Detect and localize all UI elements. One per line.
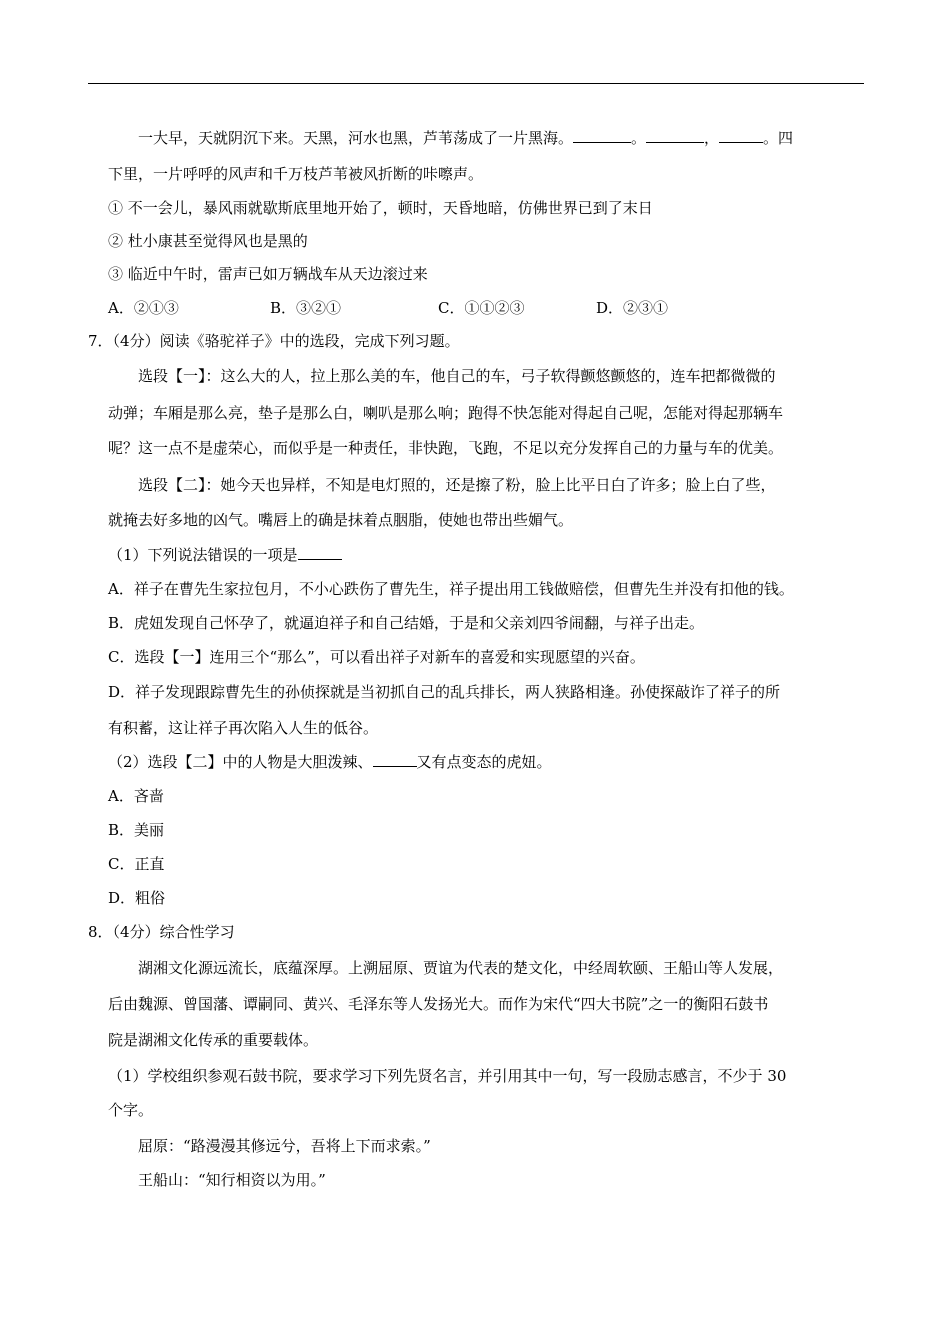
q7-sub1-option-b[interactable]: B．虎妞发现自己怀孕了，就逼迫祥子和自己结婚，于是和父亲刘四爷闹翻，与祥子出走。: [108, 614, 705, 632]
q8-paragraph-line-1: 湖湘文化源远流长，底蕴深厚。上溯屈原、贾谊为代表的楚文化，中经周软颐、王船山等人发展，: [138, 959, 784, 977]
q7-sub1-option-c[interactable]: C．选段【一】连用三个“那么”，可以看出祥子对新车的喜爱和实现愿望的兴奋。: [108, 648, 645, 666]
q8-paragraph-line-2: 后由魏源、曾国藩、谭嗣同、黄兴、毛泽东等人发扬光大。而作为宋代“四大书院”之一的衡阳石鼓书: [108, 995, 769, 1013]
q7-sub2-blank[interactable]: [373, 752, 417, 767]
q7-sub1-option-a[interactable]: A．祥子在曹先生家拉包月，不小心跌伤了曹先生，祥子提出用工钱做赔偿，但曹先生并没有扣他的钱。: [108, 580, 794, 598]
q8-title: 8．（4分）综合性学习: [88, 923, 235, 941]
q6-option-a[interactable]: A．②①③: [108, 299, 179, 317]
q7-sub2-stem-a: （2）选段【二】中的人物是大胆泼辣、: [108, 753, 373, 771]
q7-sub2-option-d[interactable]: D．粗俗: [108, 889, 166, 907]
q8-sub1-line-2: 个字。: [108, 1101, 154, 1119]
blank-2[interactable]: [646, 128, 704, 143]
q7-selection1-line-3: 呢？这一点不是虚荣心，而似乎是一种责任，非快跑，飞跑，不足以充分发挥自己的力量与车的优美。: [108, 439, 784, 457]
q6-option-b[interactable]: B．③②①: [270, 299, 342, 317]
q8-sub1-line-1: （1）学校组织参观石鼓书院，要求学习下列先贤名言，并引用其中一句，写一段励志感言，不少于 30: [108, 1067, 787, 1085]
q7-selection1-line-1: 选段【一】：这么大的人，拉上那么美的车，他自己的车，弓子软得颤悠颤悠的，连车把都微微的: [138, 367, 776, 385]
q7-sub1-stem: [108, 545, 342, 565]
q6-punct-1: 。: [631, 129, 647, 147]
q7-sub1-blank[interactable]: [298, 545, 342, 560]
q6-item-2: ② 杜小康甚至觉得风也是黑的: [108, 232, 308, 250]
q6-punct-2: ，: [704, 129, 720, 147]
q7-sub1-stem-text: （1）下列说法错误的一项是: [108, 546, 298, 564]
q6-item-1: ① 不一会儿，暴风雨就歇斯底里地开始了，顿时，天昏地暗，仿佛世界已到了末日: [108, 199, 653, 217]
q7-sub2-option-a[interactable]: A．吝啬: [108, 787, 164, 805]
q7-selection2-line-2: 就掩去好多地的凶气。嘴唇上的确是抹着点胭脂，使她也带出些媚气。: [108, 511, 574, 529]
header-rule: [88, 83, 864, 84]
q7-sub2-option-c[interactable]: C．正直: [108, 855, 165, 873]
q7-title: 7．（4分）阅读《骆驼祥子》中的选段，完成下列习题。: [88, 332, 460, 350]
q6-punct-3: 。四: [763, 129, 794, 147]
q7-sub1-option-d-line-2: 有积蓄，这让祥子再次陷入人生的低谷。: [108, 719, 379, 737]
q7-sub2-stem-b: 又有点变态的虎妞。: [416, 753, 552, 771]
q6-paragraph-line-1: [138, 128, 793, 148]
q6-option-d[interactable]: D．②③①: [596, 299, 669, 317]
q6-option-c[interactable]: C．①①②③: [438, 299, 525, 317]
q8-quote-qu-yuan: 屈原：“路漫漫其修远兮，吾将上下而求索。”: [138, 1137, 431, 1155]
blank-3[interactable]: [719, 128, 763, 143]
q7-sub2-option-b[interactable]: B．美丽: [108, 821, 165, 839]
blank-1[interactable]: [573, 128, 631, 143]
q7-sub1-option-d-line-1[interactable]: D．祥子发现跟踪曹先生的孙侦探就是当初抓自己的乱兵排长，两人狭路相逢。孙使探敲诈了祥子的所: [108, 683, 781, 701]
q8-quote-wang-chuanshan: 王船山：“知行相资以为用。”: [138, 1171, 326, 1189]
q7-selection2-line-1: 选段【二】：她今天也异样，不知是电灯照的，还是擦了粉，脸上比平日白了许多；脸上白了些，: [138, 476, 776, 494]
q7-selection1-line-2: 动弹；车厢是那么亮，垫子是那么白，喇叭是那么响；跑得不快怎能对得起自己呢，怎能对得起那辆车: [108, 404, 784, 422]
q6-paragraph-line-2: 下里，一片呼呼的风声和千万枝芦苇被风折断的咔嚓声。: [108, 165, 484, 183]
q6-paragraph-text: 一大早，天就阴沉下来。天黑，河水也黑，芦苇荡成了一片黑海。: [138, 129, 574, 147]
q7-sub2-stem: [108, 752, 552, 772]
q6-item-3: ③ 临近中午时，雷声已如万辆战车从天边滚过来: [108, 265, 428, 283]
q8-paragraph-line-3: 院是湖湘文化传承的重要载体。: [108, 1031, 319, 1049]
